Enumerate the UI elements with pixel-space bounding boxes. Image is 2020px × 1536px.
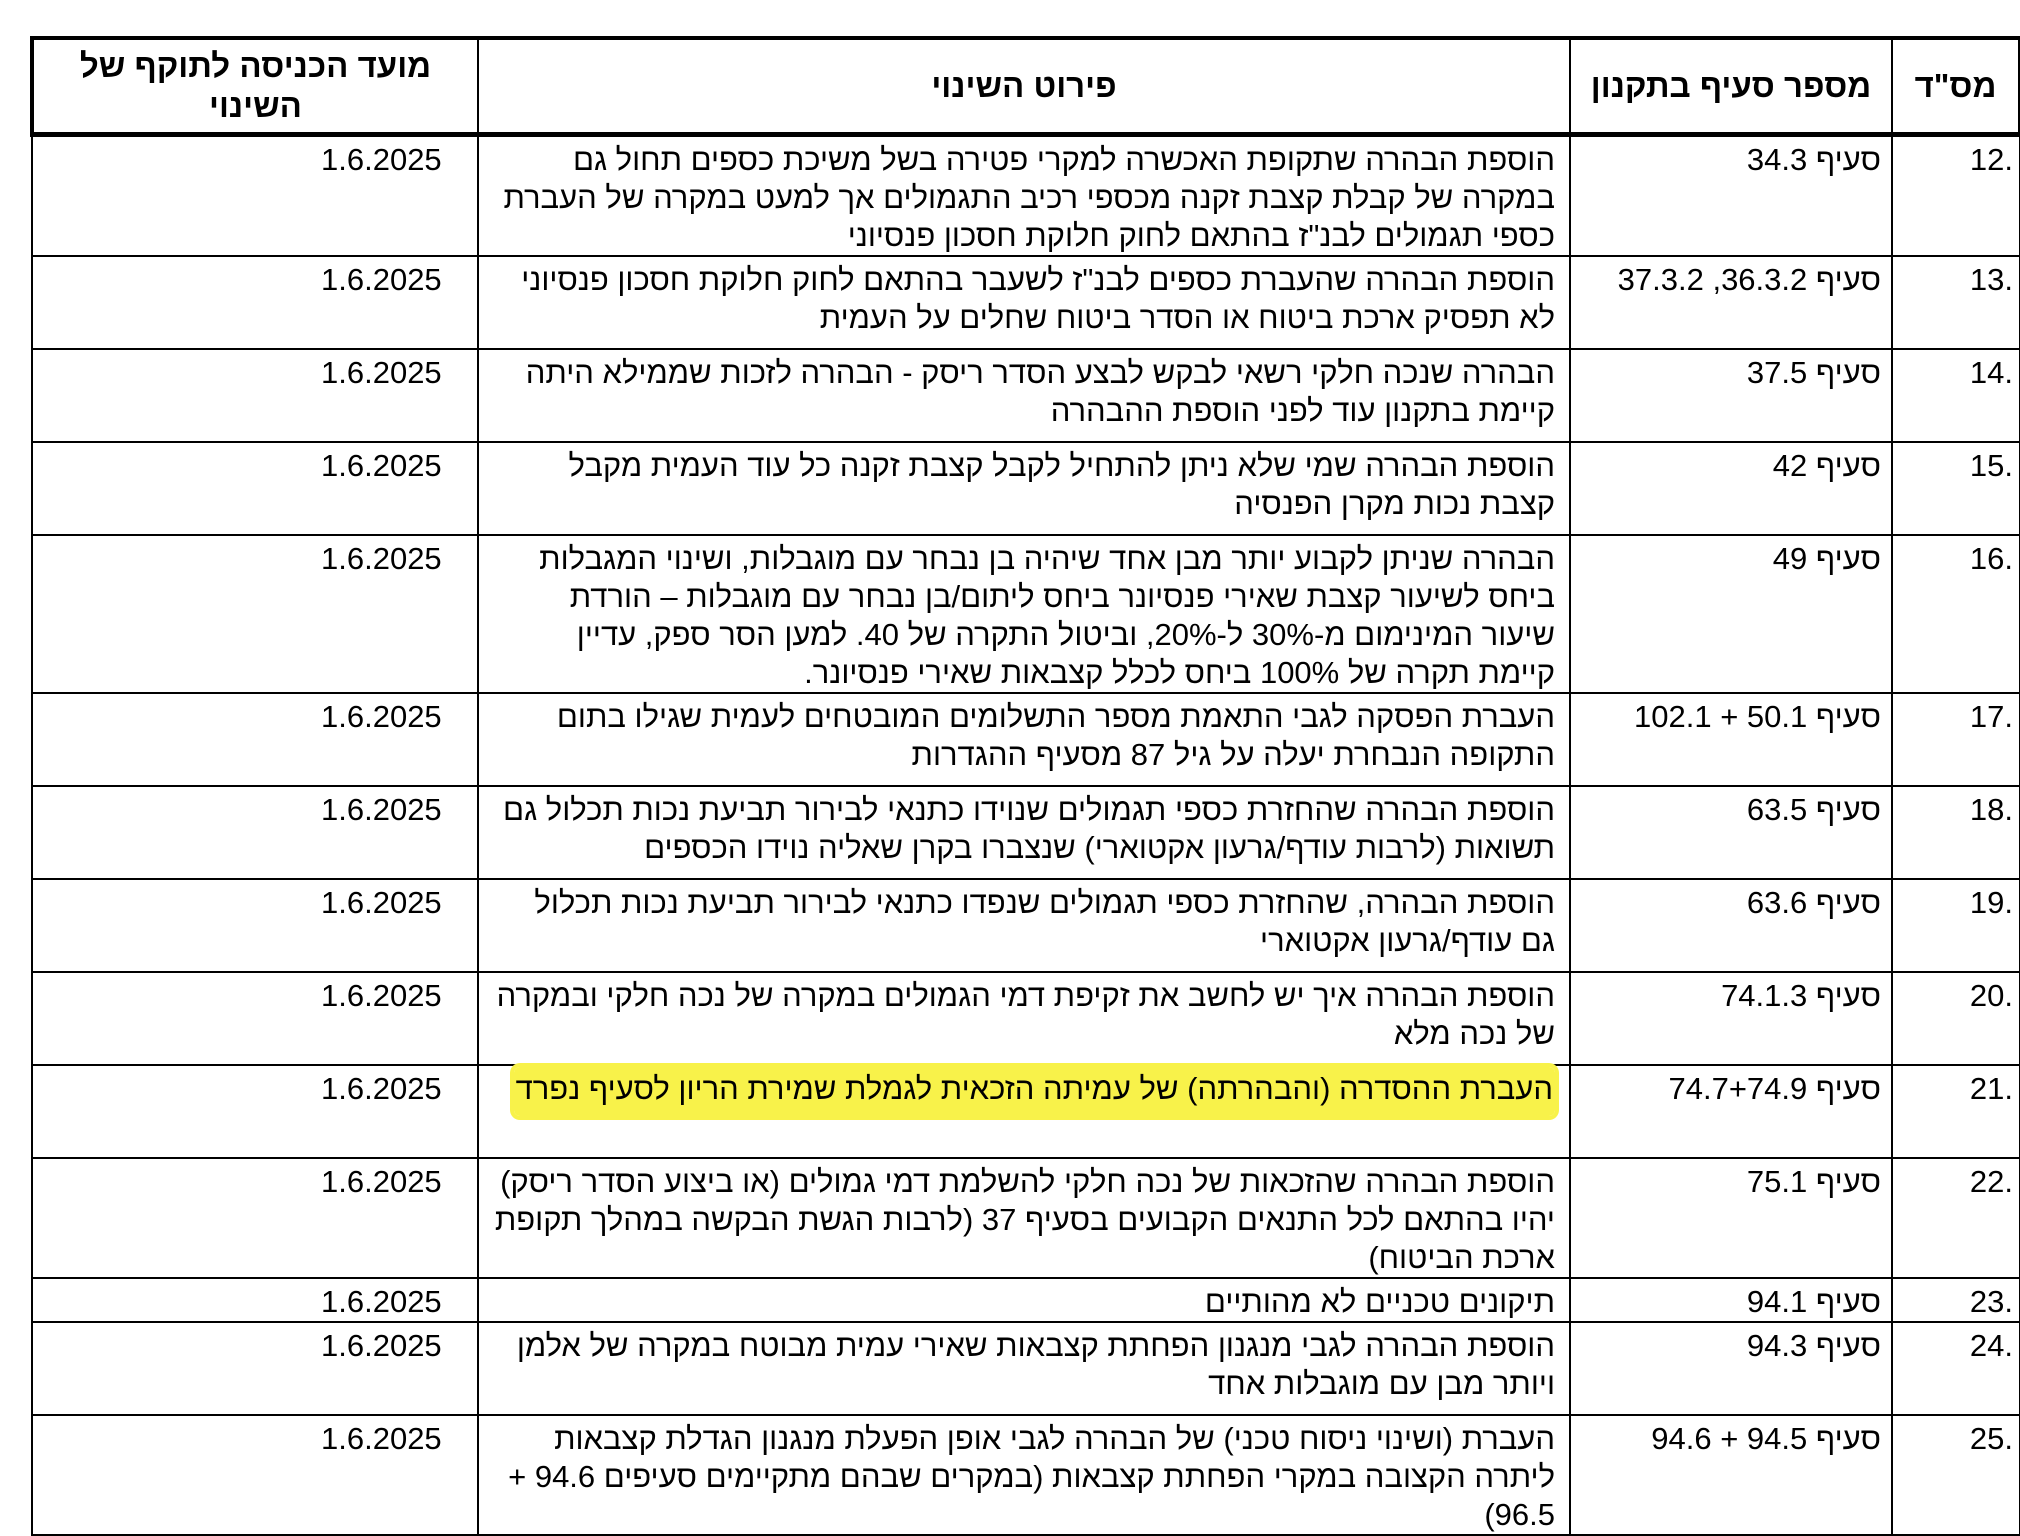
row-effective-date: 1.6.2025 xyxy=(32,442,478,535)
header-section-number: מספר סעיף בתקנון xyxy=(1570,38,1892,135)
row-effective-date: 1.6.2025 xyxy=(32,879,478,972)
table-row xyxy=(32,1065,2020,1158)
row-serial-number xyxy=(1892,1322,2020,1415)
row-serial-number-text: 16. xyxy=(1969,541,2013,576)
row-change-details: הבהרה שניתן לקבוע יותר מבן אחד שיהיה בן נבחר עם מוגבלות, ושינוי המגבלות ביחס לשיעור קצבת שאירי פנסיונר ביחס ליתום/בן נבחר עם מוגבלות – הורדת שיעור המינימום מ-30% ל-20%, וביטול התקרה של 40. למען הסר ספק, עדיין קיימת תקרה של 100% ביחס לכלל קצבאות שאירי פנסיונר. xyxy=(478,535,1570,693)
table-row xyxy=(32,442,2020,535)
row-change-details: תיקונים טכניים לא מהותיים xyxy=(478,1278,1570,1322)
row-section-number: סעיף 94.3 xyxy=(1570,1322,1892,1415)
table-row xyxy=(32,135,2020,257)
row-change-details: העברת הפסקה לגבי התאמת מספר התשלומים המובטחים לעמית שגילו בתום התקופה הנבחרת יעלה על גיל 87 מסעיף ההגדרות xyxy=(478,693,1570,786)
table-row xyxy=(32,535,2020,693)
table-header xyxy=(32,38,2020,135)
row-serial-number-text: 24. xyxy=(1969,1328,2013,1363)
row-change-details: הוספת הבהרה שהזכאות של נכה חלקי להשלמת דמי גמולים (או ביצוע הסדר ריסק) יהיו בהתאם לכל התנאים הקבועים בסעיף 37 (לרבות הגשת הבקשה במהלך תקופת ארכת הביטוח) xyxy=(478,1158,1570,1278)
row-serial-number xyxy=(1892,135,2020,257)
row-change-details: הוספת הבהרה שהחזרת כספי תגמולים שנוידו כתנאי לבירור תביעת נכות תכלול גם תשואות (לרבות עודף/גרעון אקטוארי) שנצברו בקרן שאליה נוידו הכספים xyxy=(478,786,1570,879)
row-serial-number-text: 21. xyxy=(1969,1071,2013,1106)
row-effective-date: 1.6.2025 xyxy=(32,1065,478,1158)
row-section-number: סעיף 74.1.3 xyxy=(1570,972,1892,1065)
row-effective-date: 1.6.2025 xyxy=(32,349,478,442)
row-change-details xyxy=(478,1065,1570,1158)
row-serial-number-text: 17. xyxy=(1969,699,2013,734)
row-change-details: הוספת הבהרה, שהחזרת כספי תגמולים שנפדו כתנאי לבירור תביעת נכות תכלול גם עודף/גרעון אקטוארי xyxy=(478,879,1570,972)
row-change-details: הוספת הבהרה לגבי מנגנון הפחתת קצבאות שאירי עמית מבוטח במקרה של אלמן ויותר מבן עם מוגבלות אחד xyxy=(478,1322,1570,1415)
row-section-number: סעיף 63.5 xyxy=(1570,786,1892,879)
row-effective-date: 1.6.2025 xyxy=(32,256,478,349)
table-row xyxy=(32,1415,2020,1535)
row-effective-date: 1.6.2025 xyxy=(32,135,478,257)
row-change-details: הבהרה שנכה חלקי רשאי לבקש לבצע הסדר ריסק - הבהרה לזכות שממילא היתה קיימת בתקנון עוד לפני הוספת ההבהרה xyxy=(478,349,1570,442)
row-serial-number xyxy=(1892,349,2020,442)
table-row xyxy=(32,1158,2020,1278)
row-serial-number-text: 20. xyxy=(1969,978,2013,1013)
row-effective-date: 1.6.2025 xyxy=(32,693,478,786)
row-section-number: סעיף 37.5 xyxy=(1570,349,1892,442)
row-section-number: סעיף 94.1 xyxy=(1570,1278,1892,1322)
row-section-number: סעיף 42 xyxy=(1570,442,1892,535)
table-row xyxy=(32,786,2020,879)
row-effective-date: 1.6.2025 xyxy=(32,1415,478,1535)
row-section-number: סעיף 36.3.2, 37.3.2 xyxy=(1570,256,1892,349)
row-effective-date: 1.6.2025 xyxy=(32,972,478,1065)
table-body xyxy=(32,135,2020,1536)
row-serial-number-text: 13. xyxy=(1969,262,2013,297)
row-serial-number-text: 18. xyxy=(1969,792,2013,827)
row-effective-date: 1.6.2025 xyxy=(32,535,478,693)
row-effective-date: 1.6.2025 xyxy=(32,1158,478,1278)
row-serial-number-text: 19. xyxy=(1969,885,2013,920)
table-row xyxy=(32,1322,2020,1415)
highlighted-text: העברת ההסדרה (והבהרתה) של עמיתה הזכאית לגמלת שמירת הריון לסעיף נפרד xyxy=(514,1067,1555,1116)
changes-table-container xyxy=(30,36,2018,1536)
row-change-details: הוספת הבהרה שהעברת כספים לבנ"ז לשעבר בהתאם לחוק חלוקת חסכון פנסיוני לא תפסיק ארכת ביטוח או הסדר ביטוח שחלים על העמית xyxy=(478,256,1570,349)
header-effective-date: מועד הכניסה לתוקף של השינוי xyxy=(32,38,478,135)
row-section-number: סעיף 34.3 xyxy=(1570,135,1892,257)
row-section-number: סעיף 63.6 xyxy=(1570,879,1892,972)
row-serial-number xyxy=(1892,879,2020,972)
row-serial-number-text: 22. xyxy=(1969,1164,2013,1199)
row-change-details: הוספת הבהרה שמי שלא ניתן להתחיל לקבל קצבת זקנה כל עוד העמית מקבל קצבת נכות מקרן הפנסיה xyxy=(478,442,1570,535)
row-section-number: סעיף 75.1 xyxy=(1570,1158,1892,1278)
row-change-details: העברת (ושינוי ניסוח טכני) של הבהרה לגבי אופן הפעלת מנגנון הגדלת קצבאות ליתרה הקצובה במקרי הפחתת קצבאות (במקרים שבהם מתקיימים סעיפים 94.6 + 96.5) xyxy=(478,1415,1570,1535)
row-section-number: סעיף 49 xyxy=(1570,535,1892,693)
table-row xyxy=(32,1278,2020,1322)
row-section-number: סעיף 50.1 + 102.1 xyxy=(1570,693,1892,786)
table-row xyxy=(32,879,2020,972)
row-serial-number-text: 23. xyxy=(1969,1284,2013,1319)
table-row xyxy=(32,693,2020,786)
row-serial-number xyxy=(1892,972,2020,1065)
row-serial-number xyxy=(1892,1278,2020,1322)
row-serial-number xyxy=(1892,256,2020,349)
header-change-details: פירוט השינוי xyxy=(478,38,1570,135)
header-serial-number: מס"ד xyxy=(1892,38,2020,135)
row-change-details: הוספת הבהרה איך יש לחשב את זקיפת דמי הגמולים במקרה של נכה חלקי ובמקרה של נכה מלא xyxy=(478,972,1570,1065)
row-serial-number-text: 12. xyxy=(1969,142,2013,177)
table-row xyxy=(32,349,2020,442)
row-change-details: הוספת הבהרה שתקופת האכשרה למקרי פטירה בשל משיכת כספים תחול גם במקרה של קבלת קצבת זקנה מכספי רכיב התגמולים אך למעט במקרה של העברת כספי תגמולים לבנ"ז בהתאם לחוק חלוקת חסכון פנסיוני xyxy=(478,135,1570,257)
row-section-number: סעיף 74.7+74.9 xyxy=(1570,1065,1892,1158)
row-serial-number-text: 15. xyxy=(1969,448,2013,483)
row-effective-date: 1.6.2025 xyxy=(32,1322,478,1415)
row-serial-number-text: 25. xyxy=(1969,1421,2013,1456)
row-effective-date: 1.6.2025 xyxy=(32,786,478,879)
row-serial-number xyxy=(1892,442,2020,535)
table-row xyxy=(32,972,2020,1065)
row-serial-number-text: 14. xyxy=(1969,355,2013,390)
header-row xyxy=(32,38,2020,135)
row-effective-date: 1.6.2025 xyxy=(32,1278,478,1322)
changes-table xyxy=(30,36,2020,1536)
row-serial-number xyxy=(1892,786,2020,879)
row-serial-number xyxy=(1892,1065,2020,1158)
row-serial-number xyxy=(1892,693,2020,786)
row-serial-number xyxy=(1892,535,2020,693)
row-serial-number xyxy=(1892,1158,2020,1278)
table-row xyxy=(32,256,2020,349)
row-serial-number xyxy=(1892,1415,2020,1535)
row-section-number: סעיף 94.5 + 94.6 xyxy=(1570,1415,1892,1535)
